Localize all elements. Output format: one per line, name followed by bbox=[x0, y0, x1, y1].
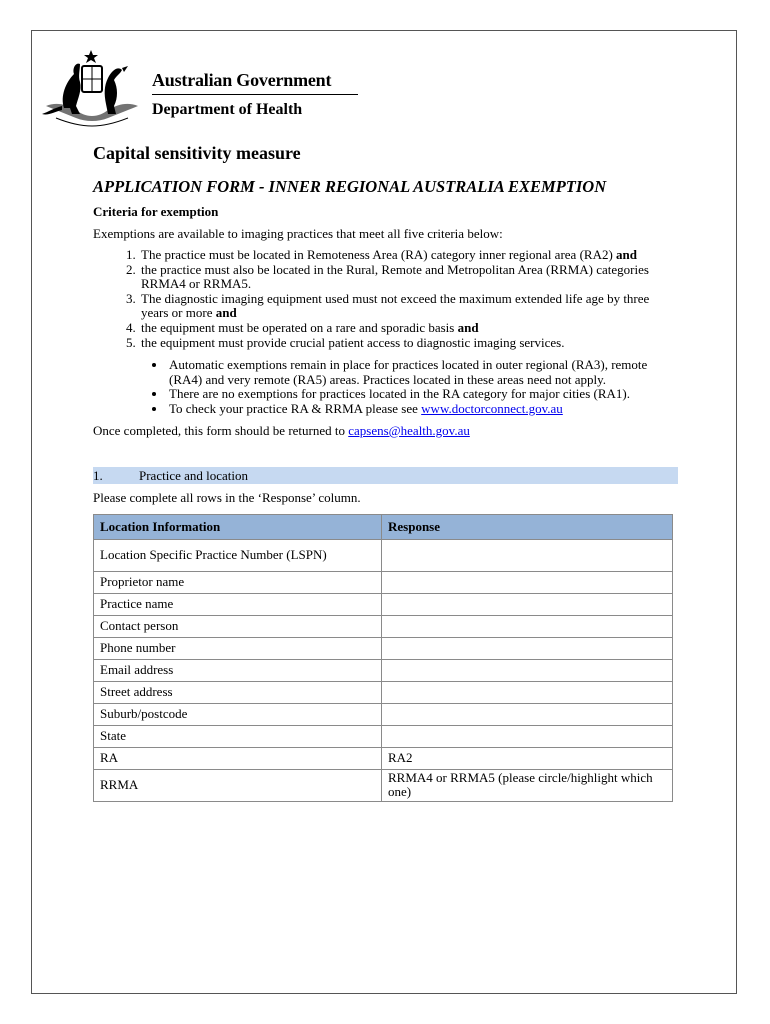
section-instruction: Please complete all rows in the ‘Response’ column. bbox=[93, 489, 361, 505]
field-label: Practice name bbox=[94, 593, 382, 615]
note-item: • To check your practice RA & RRMA please see www.doctorconnect.gov.au bbox=[167, 402, 678, 417]
return-instructions: Once completed, this form should be returned to capsens@health.gov.au bbox=[93, 422, 470, 438]
field-label: Contact person bbox=[94, 615, 382, 637]
criteria-item: 4. the equipment must be operated on a rare and sporadic basis and bbox=[139, 321, 678, 336]
response-cell[interactable] bbox=[382, 593, 673, 615]
field-label: State bbox=[94, 725, 382, 747]
coat-of-arms-logo bbox=[36, 48, 146, 128]
criteria-list bbox=[93, 248, 678, 350]
response-cell[interactable] bbox=[382, 539, 673, 571]
intro-text: Exemptions are available to imaging practices that meet all five criteria below: bbox=[93, 226, 503, 241]
criteria-item: 3. The diagnostic imaging equipment used must not exceed the maximum extended life age by three years or more and bbox=[139, 292, 678, 321]
table-row bbox=[94, 725, 673, 747]
field-label: RRMA bbox=[94, 769, 382, 801]
section-title: Practice and location bbox=[139, 467, 249, 483]
response-cell[interactable] bbox=[382, 637, 673, 659]
table-row bbox=[94, 571, 673, 593]
response-cell[interactable] bbox=[382, 681, 673, 703]
table-row bbox=[94, 769, 673, 801]
column-header: Response bbox=[382, 514, 673, 539]
table-header-row bbox=[94, 514, 673, 539]
email-link[interactable]: capsens@health.gov.au bbox=[348, 422, 470, 438]
document-content bbox=[93, 140, 678, 802]
government-header bbox=[152, 68, 358, 121]
department-name: Department of Health bbox=[152, 101, 303, 118]
page-title: Capital sensitivity measure bbox=[93, 143, 301, 163]
note-item: • Automatic exemptions remain in place for practices located in outer regional (RA3), remote (RA4) and very remote (RA5) areas. Practices located in these areas need not apply. bbox=[167, 358, 678, 387]
table-row bbox=[94, 681, 673, 703]
response-cell[interactable] bbox=[382, 703, 673, 725]
criteria-item: 5. the equipment must provide crucial patient access to diagnostic imaging services. bbox=[139, 336, 678, 351]
table-row bbox=[94, 593, 673, 615]
column-header: Location Information bbox=[94, 514, 382, 539]
criteria-heading: Criteria for exemption bbox=[93, 204, 219, 219]
field-label: Street address bbox=[94, 681, 382, 703]
field-label: Proprietor name bbox=[94, 571, 382, 593]
note-item: • There are no exemptions for practices located in the RA category for major cities (RA1). bbox=[167, 387, 678, 402]
doctorconnect-link[interactable]: www.doctorconnect.gov.au bbox=[421, 400, 563, 416]
field-label: RA bbox=[94, 747, 382, 769]
notes-list bbox=[93, 358, 678, 416]
field-label: Suburb/postcode bbox=[94, 703, 382, 725]
section-number: 1. bbox=[93, 467, 103, 483]
field-label: Phone number bbox=[94, 637, 382, 659]
form-title: APPLICATION FORM - INNER REGIONAL AUSTRALIA EXEMPTION bbox=[93, 177, 607, 196]
table-row bbox=[94, 539, 673, 571]
table-row bbox=[94, 747, 673, 769]
response-cell[interactable] bbox=[382, 571, 673, 593]
field-label: Location Specific Practice Number (LSPN) bbox=[94, 539, 382, 571]
table-row bbox=[94, 615, 673, 637]
response-cell[interactable] bbox=[382, 615, 673, 637]
table-row bbox=[94, 637, 673, 659]
section-heading bbox=[93, 467, 678, 484]
location-table bbox=[93, 514, 673, 802]
field-label: Email address bbox=[94, 659, 382, 681]
government-name: Australian Government bbox=[152, 68, 358, 95]
response-cell[interactable]: RRMA4 or RRMA5 (please circle/highlight which one) bbox=[382, 769, 673, 801]
table-row bbox=[94, 659, 673, 681]
criteria-item: 1. The practice must be located in Remoteness Area (RA) category inner regional area (RA2) and bbox=[139, 248, 678, 263]
response-cell[interactable] bbox=[382, 659, 673, 681]
response-cell[interactable] bbox=[382, 725, 673, 747]
criteria-item: 2. the practice must also be located in the Rural, Remote and Metropolitan Area (RRMA) categories RRMA4 or RRMA5. bbox=[139, 263, 678, 292]
table-row bbox=[94, 703, 673, 725]
response-cell: RA2 bbox=[382, 747, 673, 769]
